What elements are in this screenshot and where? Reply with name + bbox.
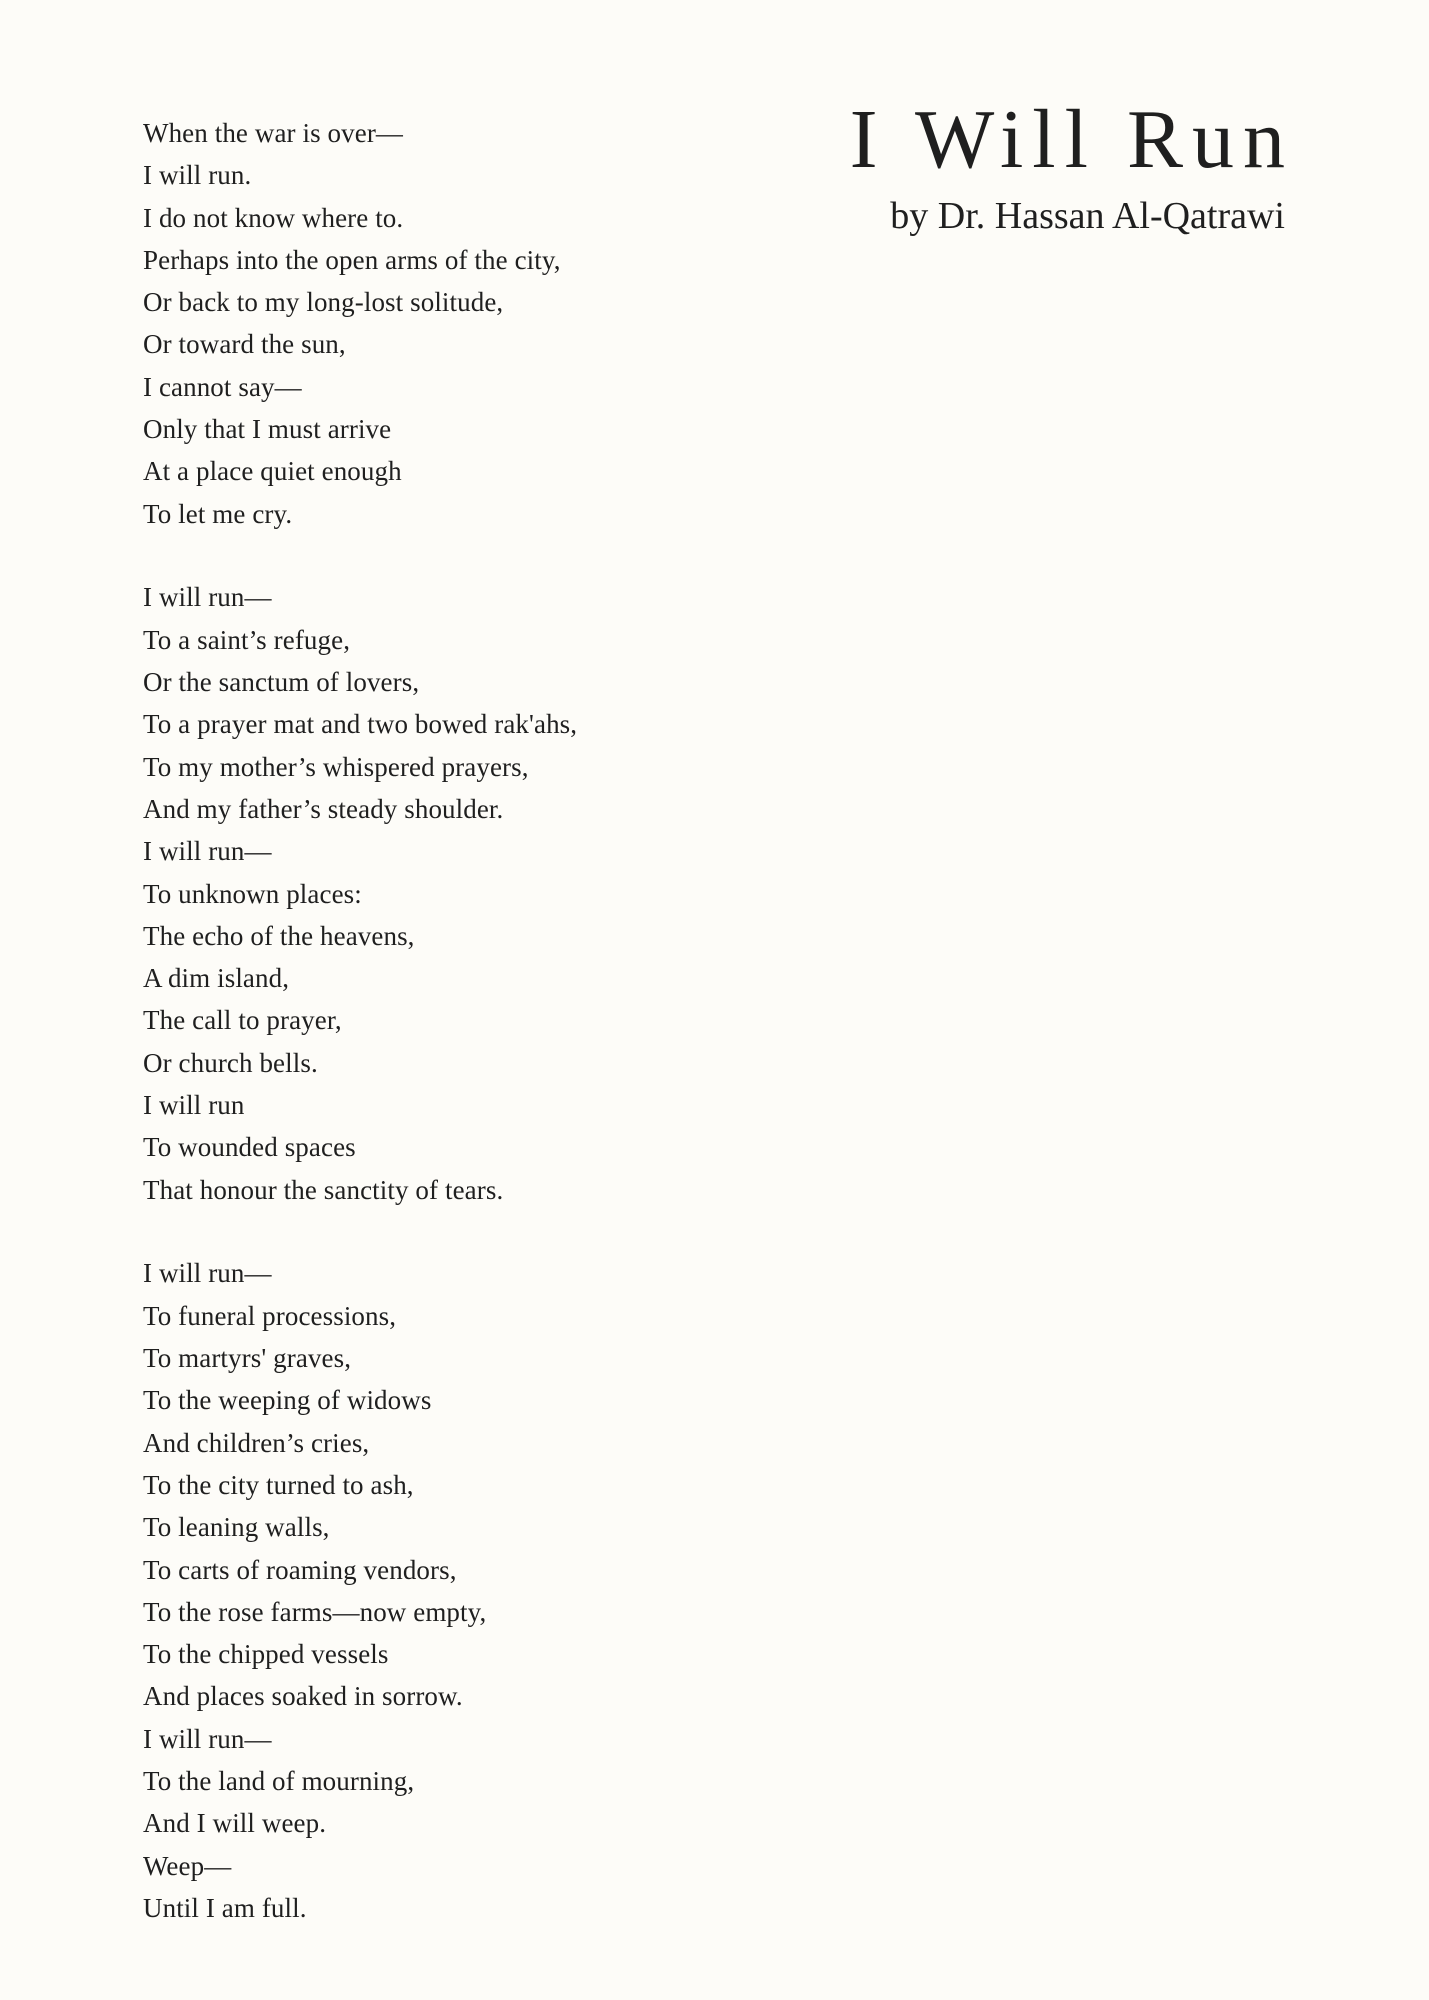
poem-line: And children’s cries, bbox=[143, 1427, 370, 1458]
poem-line: I will run— bbox=[143, 836, 272, 867]
poem-line: To funeral processions, bbox=[143, 1300, 397, 1331]
stanza bbox=[143, 112, 783, 535]
poem-line: To a saint’s refuge, bbox=[143, 624, 351, 655]
poem-line: Until I am full. bbox=[143, 1892, 307, 1923]
poem-line: To unknown places: bbox=[143, 878, 362, 909]
poem-line: Or toward the sun, bbox=[143, 329, 346, 360]
poem-line: At a place quiet enough bbox=[143, 456, 402, 487]
poem-line: To martyrs' graves, bbox=[143, 1343, 352, 1374]
poem-line: To the chipped vessels bbox=[143, 1639, 389, 1670]
poem-line: To let me cry. bbox=[143, 498, 293, 529]
poem-line: To the weeping of widows bbox=[143, 1385, 432, 1416]
poem-line: And I will weep. bbox=[143, 1808, 327, 1839]
poem-line: To the land of mourning, bbox=[143, 1765, 415, 1796]
poem-line: To leaning walls, bbox=[143, 1512, 330, 1543]
poem-title: I Will Run bbox=[849, 93, 1294, 186]
title-block bbox=[849, 93, 1294, 241]
poem-line: Perhaps into the open arms of the city, bbox=[143, 244, 561, 275]
poem-line: To a prayer mat and two bowed rak'ahs, bbox=[143, 709, 578, 740]
poem-line: A dim island, bbox=[143, 963, 290, 994]
poem-line: To the city turned to ash, bbox=[143, 1469, 414, 1500]
poem-line: To wounded spaces bbox=[143, 1132, 356, 1163]
poem-author: by Dr. Hassan Al-Qatrawi bbox=[890, 195, 1285, 237]
poem-line: The call to prayer, bbox=[143, 1005, 342, 1036]
poem-line: I do not know where to. bbox=[143, 202, 404, 233]
poem-line: Weep— bbox=[143, 1850, 232, 1881]
poem-line: I will run— bbox=[143, 1258, 272, 1289]
poem-line: The echo of the heavens, bbox=[143, 920, 415, 951]
poem-line: To the rose farms—now empty, bbox=[143, 1596, 487, 1627]
poem-line: I will run— bbox=[143, 1723, 272, 1754]
poem-line: Only that I must arrive bbox=[143, 414, 392, 445]
poem-line: When the war is over— bbox=[143, 118, 404, 148]
poem-line: Or the sanctum of lovers, bbox=[143, 667, 420, 698]
stanza bbox=[143, 1252, 783, 1929]
poem-line: I will run. bbox=[143, 160, 252, 191]
poem-line: And places soaked in sorrow. bbox=[143, 1681, 463, 1712]
poem-line: That honour the sanctity of tears. bbox=[143, 1174, 504, 1205]
poem-line: I cannot say— bbox=[143, 371, 302, 402]
poem-line: I will run bbox=[143, 1090, 245, 1121]
poem-line: I will run— bbox=[143, 582, 272, 613]
stanza bbox=[143, 576, 783, 1210]
poem-line: To my mother’s whispered prayers, bbox=[143, 751, 529, 782]
poem-body bbox=[143, 112, 783, 1971]
poem-line: Or back to my long-lost solitude, bbox=[143, 287, 504, 318]
poem-line: Or church bells. bbox=[143, 1047, 318, 1078]
poem-line: And my father’s steady shoulder. bbox=[143, 793, 504, 824]
poem-line: To carts of roaming vendors, bbox=[143, 1554, 457, 1585]
